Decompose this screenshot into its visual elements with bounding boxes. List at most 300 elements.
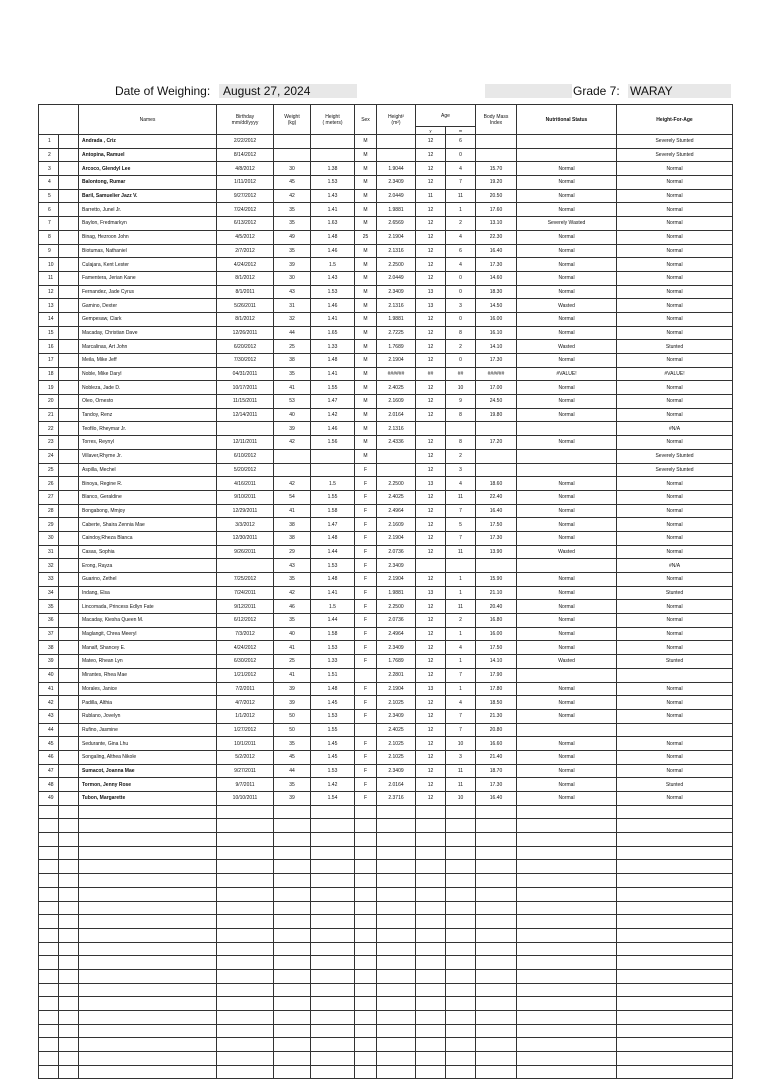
empty-cell [217,1038,274,1052]
cell-name: Antopina, Ramuel [79,148,217,162]
empty-cell [446,833,476,847]
cell-bday: 1/27/2012 [217,723,274,737]
empty-cell [39,860,59,874]
cell-bmi: 22.30 [476,230,517,244]
cell-bday: 12/30/2011 [217,531,274,545]
empty-cell [79,956,217,970]
cell-ht: 1.46 [311,422,355,436]
cell-sex: F [355,477,377,491]
empty-cell [79,805,217,819]
cell-ns: Normal [517,230,617,244]
cell-sex: F [355,531,377,545]
cell-name: Aspilla, Mechel [79,463,217,477]
empty-cell [617,1011,733,1025]
cell-sex: F [355,764,377,778]
empty-cell [217,901,274,915]
cell-h2: 2.3409 [377,764,416,778]
empty-cell [311,983,355,997]
cell-no: 4 [39,176,59,190]
cell-bmi: 17.50 [476,641,517,655]
cell-y: 12 [416,449,446,463]
cell-sex: M [355,271,377,285]
table-row [39,792,733,806]
header-shade [485,84,572,98]
cell-no: 35 [39,600,59,614]
cell-ht: 1.46 [311,299,355,313]
table-row [39,655,733,669]
cell-hfa: Normal [617,627,733,641]
cell-wt [274,135,311,149]
cell-y: 12 [416,244,446,258]
empty-cell [446,819,476,833]
cell-m: 10 [446,381,476,395]
cell-bday: 2/22/2012 [217,135,274,149]
cell-bday: 9/27/2011 [217,764,274,778]
empty-cell [446,1011,476,1025]
empty-row [39,1011,733,1025]
cell-bmi: 16.00 [476,312,517,326]
empty-cell [79,1065,217,1079]
cell-sex: M [355,354,377,368]
cell-ht: 1.48 [311,354,355,368]
cell-ht [311,463,355,477]
empty-cell [311,915,355,929]
cell-y: 12 [416,792,446,806]
empty-cell [476,1011,517,1025]
empty-cell [517,915,617,929]
cell-bmi [476,463,517,477]
cell-bmi: 18.60 [476,477,517,491]
cell-y: 12 [416,696,446,710]
cell-dot [59,750,79,764]
empty-cell [59,860,79,874]
cell-ht: 1.44 [311,614,355,628]
cell-h2: 2.0164 [377,778,416,792]
cell-bmi: 19.20 [476,176,517,190]
cell-ns: Wasted [517,655,617,669]
empty-cell [39,1038,59,1052]
empty-cell [416,997,446,1011]
empty-cell [39,969,59,983]
cell-bday: 10/10/2011 [217,792,274,806]
cell-wt: 35 [274,367,311,381]
empty-cell [274,983,311,997]
cell-bday: 12/29/2011 [217,504,274,518]
cell-bday: 9/26/2011 [217,545,274,559]
cell-m: 2 [446,340,476,354]
cell-ht: 1.42 [311,778,355,792]
cell-ht: 1.55 [311,490,355,504]
cell-sex: M [355,244,377,258]
cell-wt: 38 [274,531,311,545]
cell-wt: 40 [274,408,311,422]
cell-no: 34 [39,586,59,600]
empty-cell [79,915,217,929]
cell-h2: 1.9881 [377,586,416,600]
cell-wt: 46 [274,600,311,614]
empty-cell [39,983,59,997]
table-row [39,463,733,477]
weight-label: Weight [284,113,300,120]
empty-cell [617,1065,733,1079]
table-row [39,750,733,764]
cell-no: 11 [39,271,59,285]
cell-bday: 4/16/2011 [217,477,274,491]
cell-wt: 25 [274,655,311,669]
cell-dot [59,381,79,395]
cell-no: 5 [39,189,59,203]
cell-name: Rufino, Jasmine [79,723,217,737]
cell-name: Casas, Sophia [79,545,217,559]
cell-m: 7 [446,531,476,545]
cell-y: 12 [416,627,446,641]
empty-cell [617,819,733,833]
cell-dot [59,271,79,285]
cell-ht [311,148,355,162]
empty-cell [446,928,476,942]
cell-bmi: 16.60 [476,737,517,751]
cell-dot [59,559,79,573]
cell-ns: Normal [517,258,617,272]
table-body [39,135,733,1079]
table-row [39,203,733,217]
cell-hfa: Normal [617,217,733,231]
empty-cell [79,1052,217,1066]
table-row [39,135,733,149]
empty-cell [79,901,217,915]
cell-sex: F [355,463,377,477]
empty-cell [39,997,59,1011]
cell-hfa: Normal [617,230,733,244]
cell-name: Balontong, Rumar [79,176,217,190]
empty-cell [617,997,733,1011]
cell-wt: 35 [274,778,311,792]
empty-cell [311,887,355,901]
empty-cell [217,887,274,901]
cell-bday: 9/12/2011 [217,600,274,614]
cell-sex: M [355,449,377,463]
cell-name: Tormon, Jenny Rose [79,778,217,792]
cell-y: 12 [416,326,446,340]
empty-cell [59,1024,79,1038]
cell-ns: Normal [517,203,617,217]
empty-cell [377,860,416,874]
cell-bday: 11/15/2011 [217,395,274,409]
cell-ht: 1.44 [311,545,355,559]
cell-ht: 1.45 [311,750,355,764]
cell-name: Oleo, Ornesto [79,395,217,409]
cell-bmi: 16.40 [476,504,517,518]
cell-h2: 2.3409 [377,559,416,573]
table-row [39,449,733,463]
cell-no: 13 [39,299,59,313]
empty-row [39,983,733,997]
cell-y: ## [416,367,446,381]
empty-cell [476,942,517,956]
empty-cell [476,969,517,983]
cell-m: 11 [446,545,476,559]
empty-row [39,956,733,970]
cell-name: Songaling, Althea Nikole [79,750,217,764]
empty-cell [311,860,355,874]
cell-name: Meila, Mike Jeff [79,354,217,368]
cell-m: 1 [446,655,476,669]
bmi-label-2: Index [489,119,503,126]
cell-m: 1 [446,627,476,641]
cell-dot [59,682,79,696]
empty-cell [311,1011,355,1025]
cell-ns: Normal [517,504,617,518]
cell-hfa: Normal [617,258,733,272]
cell-h2: 1.9881 [377,312,416,326]
empty-cell [274,874,311,888]
empty-row [39,805,733,819]
empty-cell [274,901,311,915]
empty-cell [476,805,517,819]
table-row [39,573,733,587]
empty-cell [59,846,79,860]
cell-bday: 7/24/2012 [217,203,274,217]
cell-y: 12 [416,518,446,532]
cell-m: 6 [446,135,476,149]
empty-cell [476,997,517,1011]
empty-cell [311,1065,355,1079]
cell-h2: 1.7689 [377,340,416,354]
empty-row [39,1052,733,1066]
empty-cell [517,997,617,1011]
empty-cell [274,915,311,929]
empty-cell [59,901,79,915]
empty-cell [79,1038,217,1052]
cell-h2: 2.3716 [377,792,416,806]
cell-h2: 2.4336 [377,436,416,450]
cell-h2: 2.1316 [377,244,416,258]
cell-h2 [377,135,416,149]
empty-cell [311,901,355,915]
cell-name: Manalf, Shancey E. [79,641,217,655]
cell-ht: 1.58 [311,627,355,641]
cell-m: 2 [446,217,476,231]
cell-no: 38 [39,641,59,655]
cell-h2: 2.7225 [377,326,416,340]
empty-cell [39,887,59,901]
empty-cell [416,942,446,956]
cell-y: 12 [416,764,446,778]
cell-no: 2 [39,148,59,162]
cell-name: Macaday, Kiesha Queen M. [79,614,217,628]
cell-m: 0 [446,285,476,299]
table-row [39,217,733,231]
cell-bmi: 14.10 [476,655,517,669]
empty-cell [59,915,79,929]
cell-sex: F [355,655,377,669]
cell-dot [59,723,79,737]
cell-bmi: 15.90 [476,573,517,587]
cell-bday [217,559,274,573]
cell-ht: 1.56 [311,436,355,450]
empty-cell [311,1024,355,1038]
cell-dot [59,258,79,272]
cell-ht: 1.43 [311,189,355,203]
cell-dot [59,367,79,381]
cell-wt: 38 [274,354,311,368]
cell-dot [59,326,79,340]
cell-y: 12 [416,641,446,655]
cell-ns: Normal [517,614,617,628]
empty-cell [217,819,274,833]
cell-no: 32 [39,559,59,573]
empty-cell [377,819,416,833]
cell-bday: 5/20/2012 [217,463,274,477]
empty-cell [355,915,377,929]
cell-wt: 35 [274,244,311,258]
empty-cell [274,1011,311,1025]
cell-m: 3 [446,750,476,764]
cell-dot [59,244,79,258]
cell-ht: 1.33 [311,340,355,354]
cell-no: 26 [39,477,59,491]
empty-cell [617,1052,733,1066]
cell-ht: 1.58 [311,504,355,518]
empty-cell [39,819,59,833]
cell-hfa: Normal [617,203,733,217]
cell-m: 0 [446,354,476,368]
empty-cell [446,846,476,860]
cell-sex: F [355,750,377,764]
cell-name: Binag, Hezroon John [79,230,217,244]
cell-wt: 54 [274,490,311,504]
cell-bday: 1/11/2012 [217,176,274,190]
cell-name: Mirantes, Rhea Mae [79,668,217,682]
empty-cell [274,928,311,942]
empty-cell [311,1052,355,1066]
cell-m: 7 [446,723,476,737]
cell-bday: 9/10/2011 [217,490,274,504]
empty-cell [446,956,476,970]
empty-row [39,1024,733,1038]
cell-bday: 9/27/2012 [217,189,274,203]
cell-sex: M [355,299,377,313]
cell-dot [59,792,79,806]
empty-cell [39,833,59,847]
cell-hfa: Normal [617,189,733,203]
cell-y: 13 [416,299,446,313]
cell-h2: 2.2500 [377,477,416,491]
empty-cell [517,860,617,874]
cell-sex: M [355,312,377,326]
cell-h2: 2.0736 [377,545,416,559]
cell-dot [59,586,79,600]
cell-no: 12 [39,285,59,299]
cell-no: 17 [39,354,59,368]
cell-hfa: Normal [617,737,733,751]
cell-ht: 1.43 [311,271,355,285]
cell-ht: 1.53 [311,709,355,723]
cell-no: 1 [39,135,59,149]
empty-cell [476,1038,517,1052]
cell-no: 9 [39,244,59,258]
empty-cell [416,901,446,915]
cell-ht: 1.38 [311,162,355,176]
empty-cell [446,887,476,901]
cell-wt: 41 [274,504,311,518]
cell-h2: 2.1025 [377,696,416,710]
cell-sex: F [355,641,377,655]
cell-h2: 1.9044 [377,162,416,176]
empty-cell [355,969,377,983]
empty-cell [416,846,446,860]
cell-h2: 2.1316 [377,299,416,313]
empty-cell [517,1065,617,1079]
cell-bmi: 17.90 [476,668,517,682]
cell-y: 12 [416,723,446,737]
empty-cell [39,1052,59,1066]
cell-no: 44 [39,723,59,737]
cell-bmi: 22.40 [476,490,517,504]
empty-cell [355,874,377,888]
cell-no: 10 [39,258,59,272]
cell-y: 12 [416,271,446,285]
weight-unit: (kg) [287,119,297,126]
cell-y: 13 [416,586,446,600]
header-age: Age [416,105,476,127]
cell-sex: M [355,395,377,409]
cell-bday: 4/8/2012 [217,162,274,176]
cell-ht: 1.45 [311,737,355,751]
cell-h2: 2.1316 [377,422,416,436]
cell-bday: 5/2/2012 [217,750,274,764]
empty-cell [377,1011,416,1025]
cell-ht: 1.63 [311,217,355,231]
cell-m: 7 [446,176,476,190]
cell-bmi: 20.80 [476,723,517,737]
header-age-years: y [416,127,446,135]
empty-cell [517,1024,617,1038]
cell-y: 12 [416,217,446,231]
table-row [39,668,733,682]
table-row [39,559,733,573]
cell-ht: 1.45 [311,696,355,710]
cell-y: 13 [416,285,446,299]
empty-cell [416,1024,446,1038]
cell-no: 29 [39,518,59,532]
cell-sex: M [355,422,377,436]
cell-bday: 7/30/2012 [217,354,274,368]
empty-cell [39,1024,59,1038]
empty-row [39,997,733,1011]
empty-cell [617,874,733,888]
cell-h2: 2.4964 [377,627,416,641]
empty-cell [377,901,416,915]
cell-name: Gempesaw, Clark [79,312,217,326]
cell-dot [59,340,79,354]
cell-sex: M [355,189,377,203]
cell-bday: 5/26/2011 [217,299,274,313]
header-birthday [217,105,274,135]
cell-bday: 4/5/2012 [217,230,274,244]
table-row [39,422,733,436]
cell-wt [274,449,311,463]
cell-wt: 41 [274,668,311,682]
table-row [39,586,733,600]
cell-dot [59,627,79,641]
cell-dot [59,436,79,450]
cell-ns [517,559,617,573]
cell-hfa: Normal [617,531,733,545]
cell-name: Baylon, Fredmarkyn [79,217,217,231]
cell-dot [59,477,79,491]
cell-dot [59,312,79,326]
